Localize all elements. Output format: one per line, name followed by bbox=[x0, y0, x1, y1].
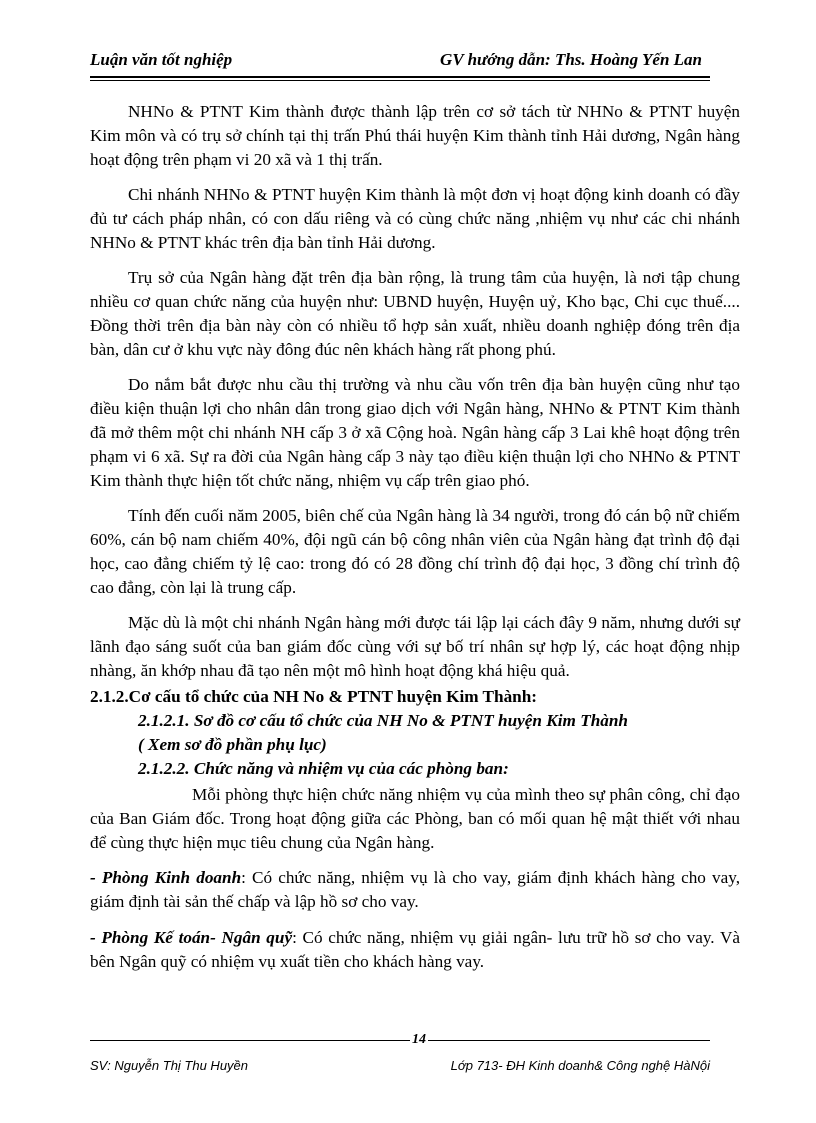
dept-item-ke-toan bbox=[90, 926, 740, 974]
header-thesis-title: Luận văn tốt nghiệp bbox=[90, 50, 233, 69]
dept-name: - Phòng Kinh doanh bbox=[90, 868, 242, 887]
dept-description: : Có chức năng, nhiệm vụ là cho vay, giám định khách hàng cho vay, giám định tài sản thế chấp và lập hồ sơ cho vay. bbox=[90, 868, 740, 911]
footer-class: Lớp 713- ĐH Kinh doanh& Công nghệ HàNội bbox=[450, 1058, 710, 1073]
paragraph-3: Trụ sở của Ngân hàng đặt trên địa bàn rộng, là trung tâm của huyện, là nơi tập chung nhiều cơ quan chức năng của huyện như: UBND huyện, Huyện uỷ, Kho bạc, Chi cục thuế.... Đồng thời trên địa bàn này còn có nhiều tổ hợp sản xuất, nhiều doanh nghiệp đóng trên địa bàn, dân cư ở khu vực này đông đúc nên khách hàng rất phong phú. bbox=[90, 268, 740, 359]
header-supervisor: GV hướng dẫn: Ths. Hoàng Yến Lan bbox=[440, 50, 702, 69]
header-rule bbox=[90, 76, 710, 78]
section-heading: 2.1.2.Cơ cấu tổ chức của NH No & PTNT huyện Kim Thành: bbox=[90, 687, 538, 706]
paragraph-4: Do nắm bắt được nhu cầu thị trường và nhu cầu vốn trên địa bàn huyện cũng như tạo điều kiện thuận lợi cho nhân dân trong giao dịch với Ngân hàng, NHNo & PTNT Kim thành đã mở thêm một chi nhánh NH cấp 3 ở xã Cộng hoà. Ngân hàng cấp 3 Lai khê hoạt động trên phạm vi 6 xã. Sự ra đời của Ngân hàng cấp 3 này tạo điều kiện thuận lợi cho NHNo & PTNT Kim thành thực hiện tốt chức năng, nhiệm vụ cấp trên giao phó. bbox=[90, 375, 740, 490]
footer-rule bbox=[90, 1040, 710, 1041]
paragraph-2: Chi nhánh NHNo & PTNT huyện Kim thành là một đơn vị hoạt động kinh doanh có đầy đủ tư cách pháp nhân, có con dấu riêng và có cùng chức năng ,nhiệm vụ như các chi nhánh NHNo & PTNT khác trên địa bàn tỉnh Hải dương. bbox=[90, 185, 740, 252]
paragraph-1: NHNo & PTNT Kim thành được thành lập trên cơ sở tách từ NHNo & PTNT huyện Kim môn và có trụ sở chính tại thị trấn Phú thái huyện Kim thành tỉnh Hải dương, Ngân hàng hoạt động trên phạm vi 20 xã và 1 thị trấn. bbox=[90, 102, 740, 169]
paragraph-6: Mặc dù là một chi nhánh Ngân hàng mới được tái lập lại cách đây 9 năm, nhưng dưới sự lãnh đạo sáng suốt của ban giám đốc cùng với sự bố trí nhân sự hợp lý, các hoạt động nhịp nhàng, ăn khớp nhau đã tạo nên một mô hình hoạt động khá hiệu quả. bbox=[90, 613, 740, 680]
dept-item-kinh-doanh bbox=[90, 866, 740, 914]
page-body bbox=[90, 100, 740, 986]
dept-name: - Phòng Kế toán- Ngân quỹ bbox=[90, 928, 293, 947]
header-rule-thin bbox=[90, 80, 710, 81]
subsection-note: ( Xem sơ đồ phần phụ lục) bbox=[138, 735, 327, 754]
page-footer bbox=[90, 1032, 710, 1080]
page-header bbox=[90, 50, 710, 76]
footer-student: SV: Nguyễn Thị Thu Huyền bbox=[90, 1058, 249, 1073]
departments-intro: Mỗi phòng thực hiện chức năng nhiệm vụ của mình theo sự phân công, chỉ đạo của Ban Giám đốc. Trong hoạt động giữa các Phòng, ban có mối quan hệ mật thiết với nhau để cùng thực hiện mục tiêu chung của Ngân hàng. bbox=[90, 785, 740, 852]
subsection-heading-1: 2.1.2.1. Sơ đồ cơ cấu tổ chức của NH No & PTNT huyện Kim Thành bbox=[138, 711, 628, 730]
dept-description: : Có chức năng, nhiệm vụ giải ngân- lưu trữ hồ sơ cho vay. Và bên Ngân quỹ có nhiệm vụ xuất tiền cho khách hàng vay. bbox=[90, 928, 740, 971]
subsection-heading-2: 2.1.2.2. Chức năng và nhiệm vụ của các phòng ban: bbox=[138, 759, 509, 778]
paragraph-5: Tính đến cuối năm 2005, biên chế của Ngân hàng là 34 người, trong đó cán bộ nữ chiếm 60%, cán bộ nam chiếm 40%, đội ngũ cán bộ công nhân viên của Ngân hàng đạt trình độ đại học, cao đẳng chiếm tỷ lệ cao: trong đó có 28 đồng chí trình độ đại học, 3 đồng chí trình độ cao đẳng, còn lại là trung cấp. bbox=[90, 506, 740, 597]
page-number: 14 bbox=[412, 1032, 426, 1047]
